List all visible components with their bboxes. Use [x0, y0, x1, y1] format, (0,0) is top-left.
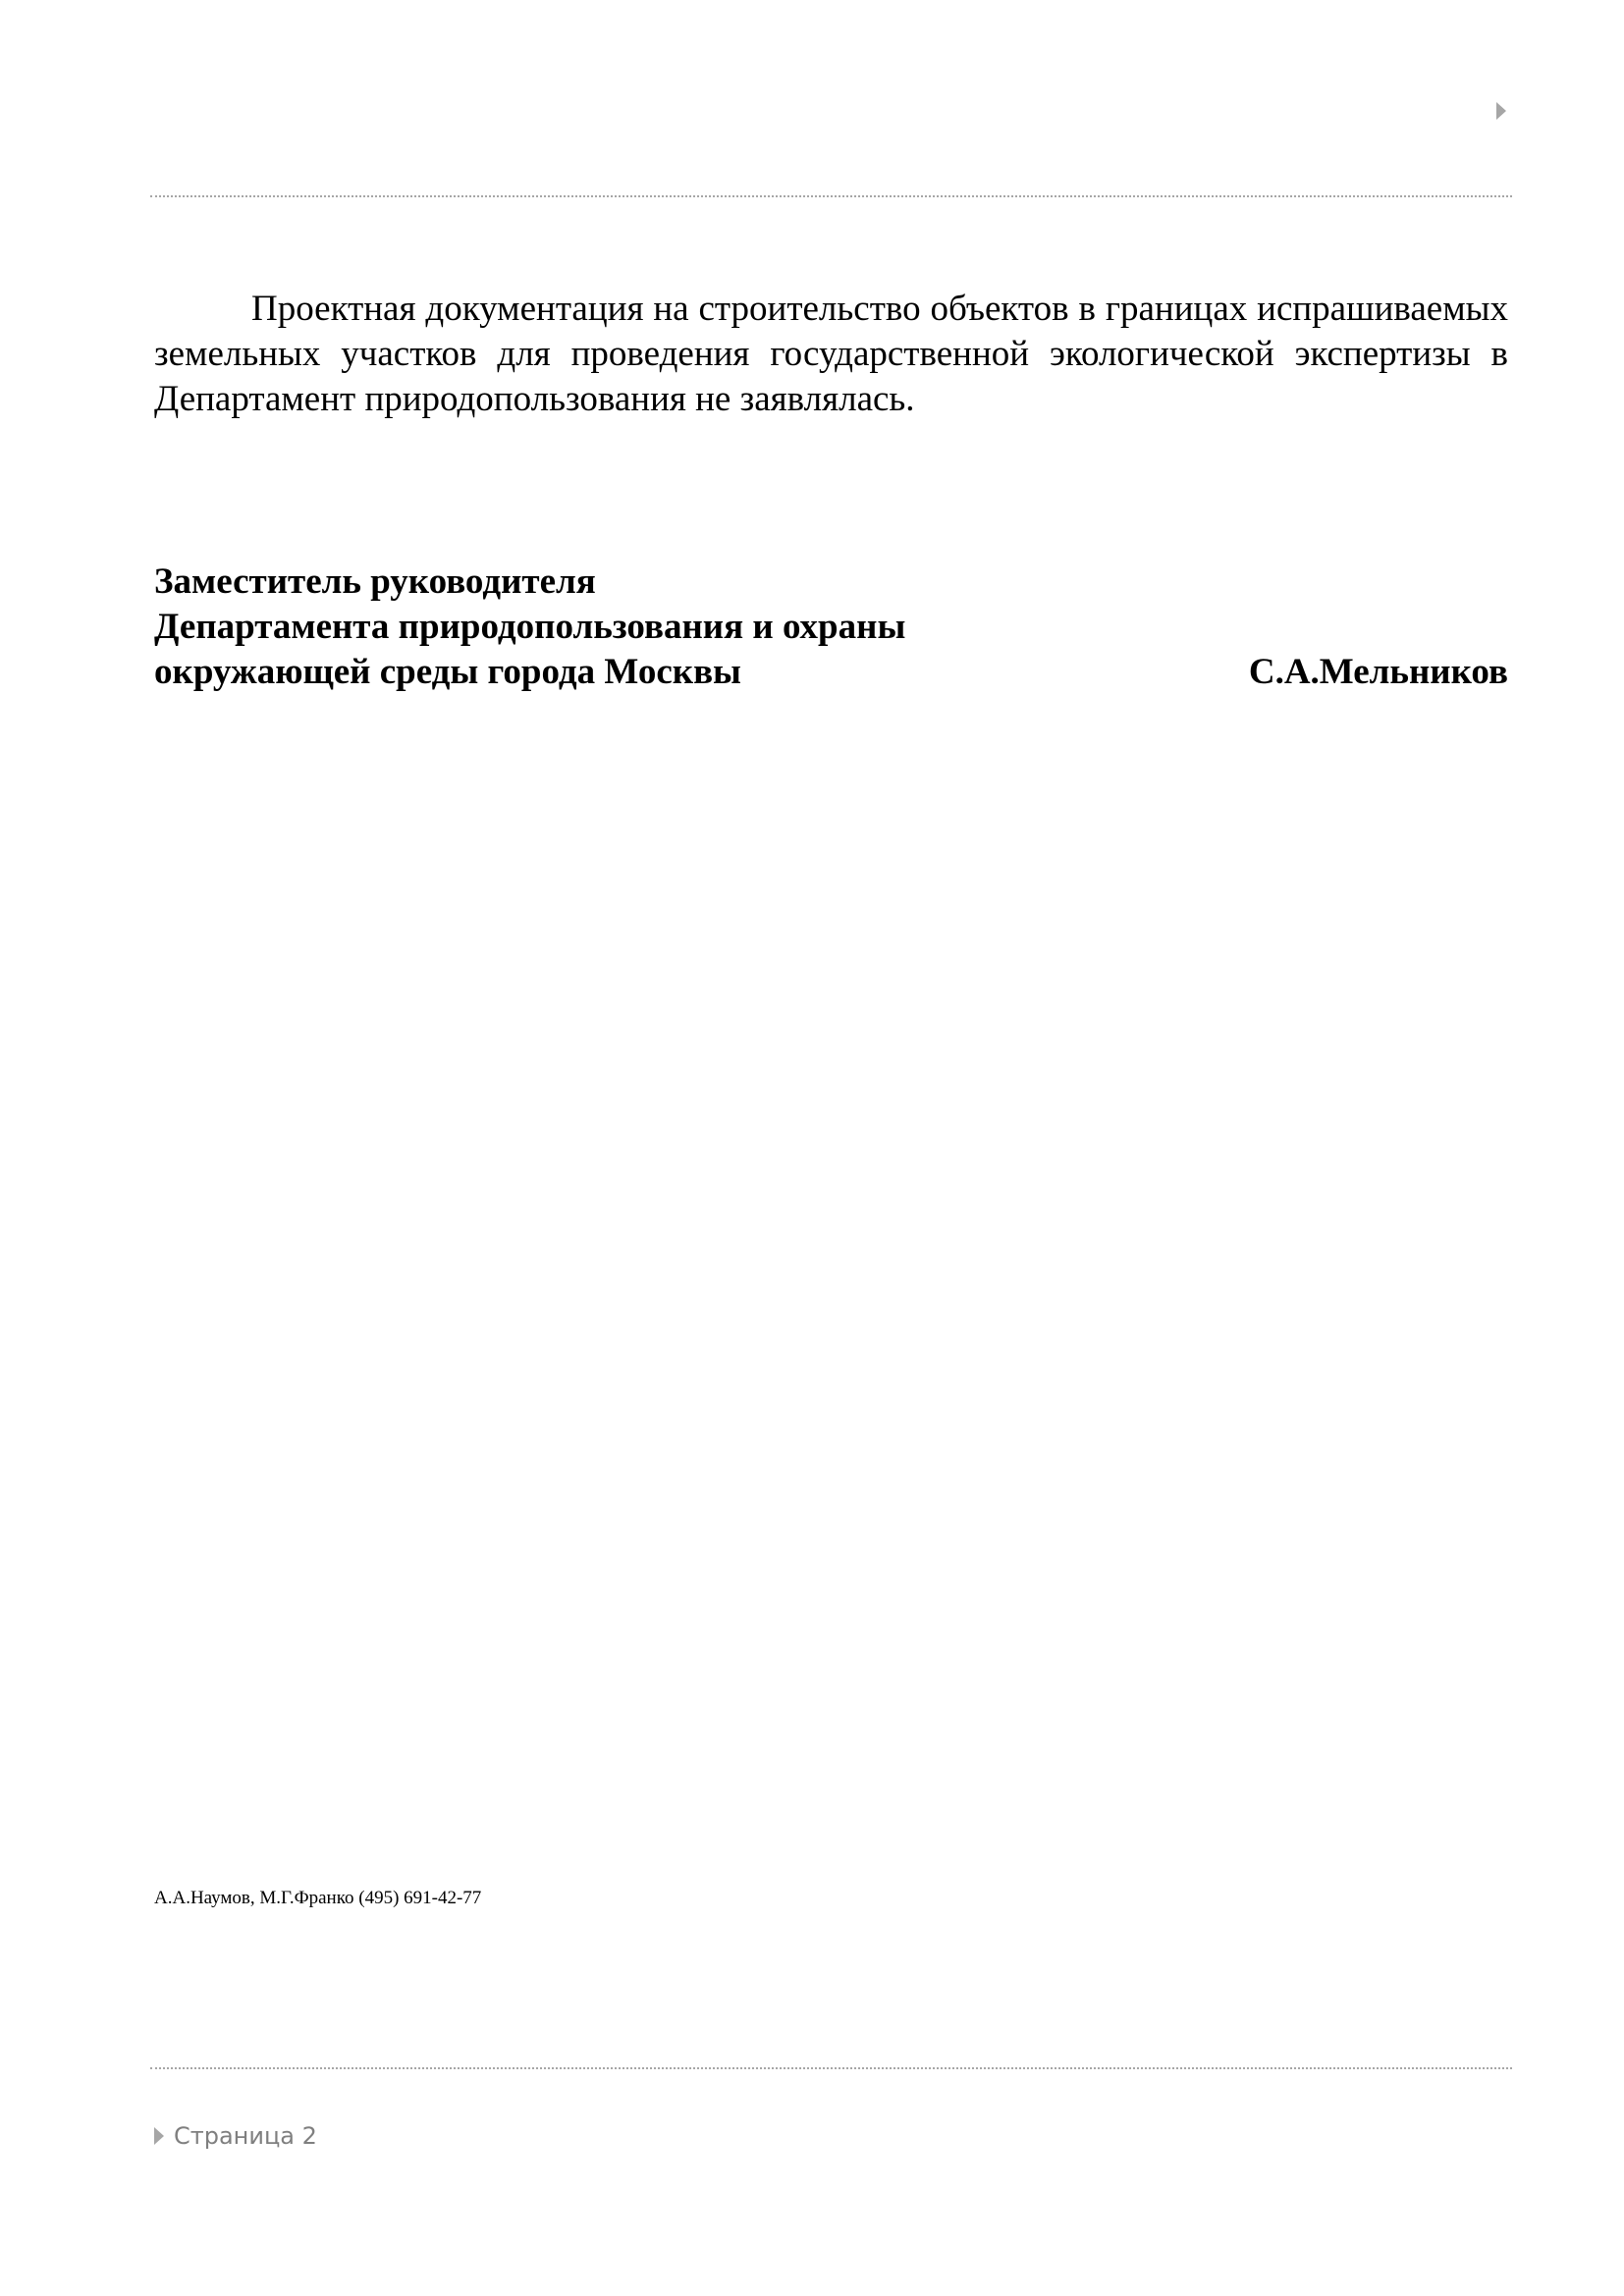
- footer-triangle-icon: [154, 2127, 164, 2145]
- signature-last-line: [154, 650, 1508, 695]
- page-number-label: Страница 2: [174, 2122, 317, 2150]
- signatory-name: С.А.Мельников: [1248, 652, 1508, 692]
- signature-block: [154, 560, 1508, 695]
- footer-divider: [150, 2067, 1512, 2069]
- signature-title-line-2: Департамента природопользования и охраны: [154, 607, 906, 647]
- signature-title-line-1: Заместитель руководителя: [154, 561, 596, 602]
- page-footer: [154, 2122, 317, 2150]
- body-paragraph: Проектная документация на строительство объектов в границах испрашиваемых земельных участков для проведения государственной экологической экспертизы в Департамент природопользования не заявлялась.: [154, 289, 1508, 419]
- header-triangle-icon: [1496, 102, 1506, 120]
- contact-info: А.А.Наумов, М.Г.Франко (495) 691-42-77: [154, 1888, 482, 1908]
- header-divider: [150, 195, 1512, 197]
- signature-title-line-3: окружающей среды города Москвы: [154, 652, 741, 692]
